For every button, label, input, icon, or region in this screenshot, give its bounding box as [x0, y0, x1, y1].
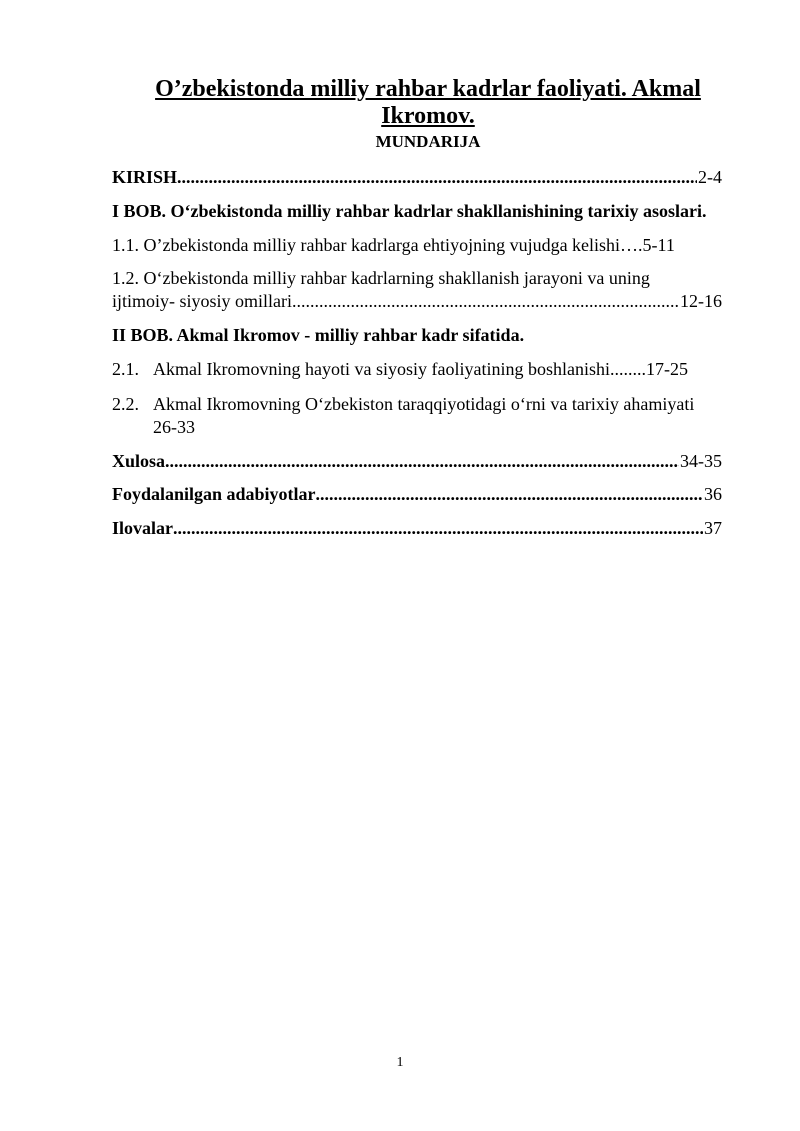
toc-entry-label: KIRISH: [112, 167, 178, 187]
toc-entry-adabiyotlar: [112, 483, 722, 505]
toc-entry-label: Ilovalar: [112, 518, 173, 538]
dot-leader: [177, 166, 697, 188]
document-title: O’zbekistonda milliy rahbar kadrlar faoliyati. Akmal Ikromov.: [155, 76, 701, 129]
dot-leader: [316, 483, 703, 505]
toc-entry-label: ijtimoiy- siyosiy omillari: [112, 291, 292, 311]
toc-chapter-2: II BOB. Akmal Ikromov - milliy rahbar kadr sifatida.: [112, 325, 525, 345]
toc-section-1-2-line1: 1.2. O‘zbekistonda milliy rahbar kadrlarning shakllanish jarayoni va uning: [112, 268, 650, 288]
toc-page-number: 36: [704, 484, 722, 504]
toc-entry-xulosa: [112, 450, 722, 472]
toc-chapter-1: I BOB. O‘zbekistonda milliy rahbar kadrlar shakllanishining tarixiy asoslari.: [112, 201, 707, 221]
dot-leader: [292, 290, 679, 312]
toc-entry-ilovalar: [112, 517, 722, 539]
toc-entry-label: Akmal Ikromovning hayoti va siyosiy faoliyatining boshlanishi........17-25: [153, 359, 688, 379]
toc-page-number: 37: [704, 518, 722, 538]
toc-page-number: 26-33: [153, 417, 195, 437]
toc-entry-label: Xulosa: [112, 451, 166, 471]
toc-entry-kirish: [112, 166, 722, 188]
toc-heading: MUNDARIJA: [375, 132, 481, 151]
toc-page-number: 34-35: [680, 451, 722, 471]
dot-leader: [165, 450, 679, 472]
page-number: 1: [396, 1055, 404, 1070]
toc-page-number: 2-4: [698, 167, 722, 187]
toc-page-number: 12-16: [680, 291, 722, 311]
toc-section-number: 2.1.: [112, 359, 139, 379]
toc-entry-label: Akmal Ikromovning O‘zbekiston taraqqiyotidagi o‘rni va tarixiy ahamiyati: [153, 394, 695, 414]
toc-section-2-2: [112, 393, 722, 415]
toc-section-number: 2.2.: [112, 394, 139, 414]
toc-section-2-1: [112, 358, 722, 380]
toc-section-1-2-line2: [112, 290, 722, 312]
toc-entry-label: Foydalanilgan adabiyotlar: [112, 484, 316, 504]
toc-section-1-1: 1.1. O’zbekistonda milliy rahbar kadrlarga ehtiyojning vujudga kelishi….5-11: [112, 235, 675, 255]
dot-leader: [173, 517, 703, 539]
